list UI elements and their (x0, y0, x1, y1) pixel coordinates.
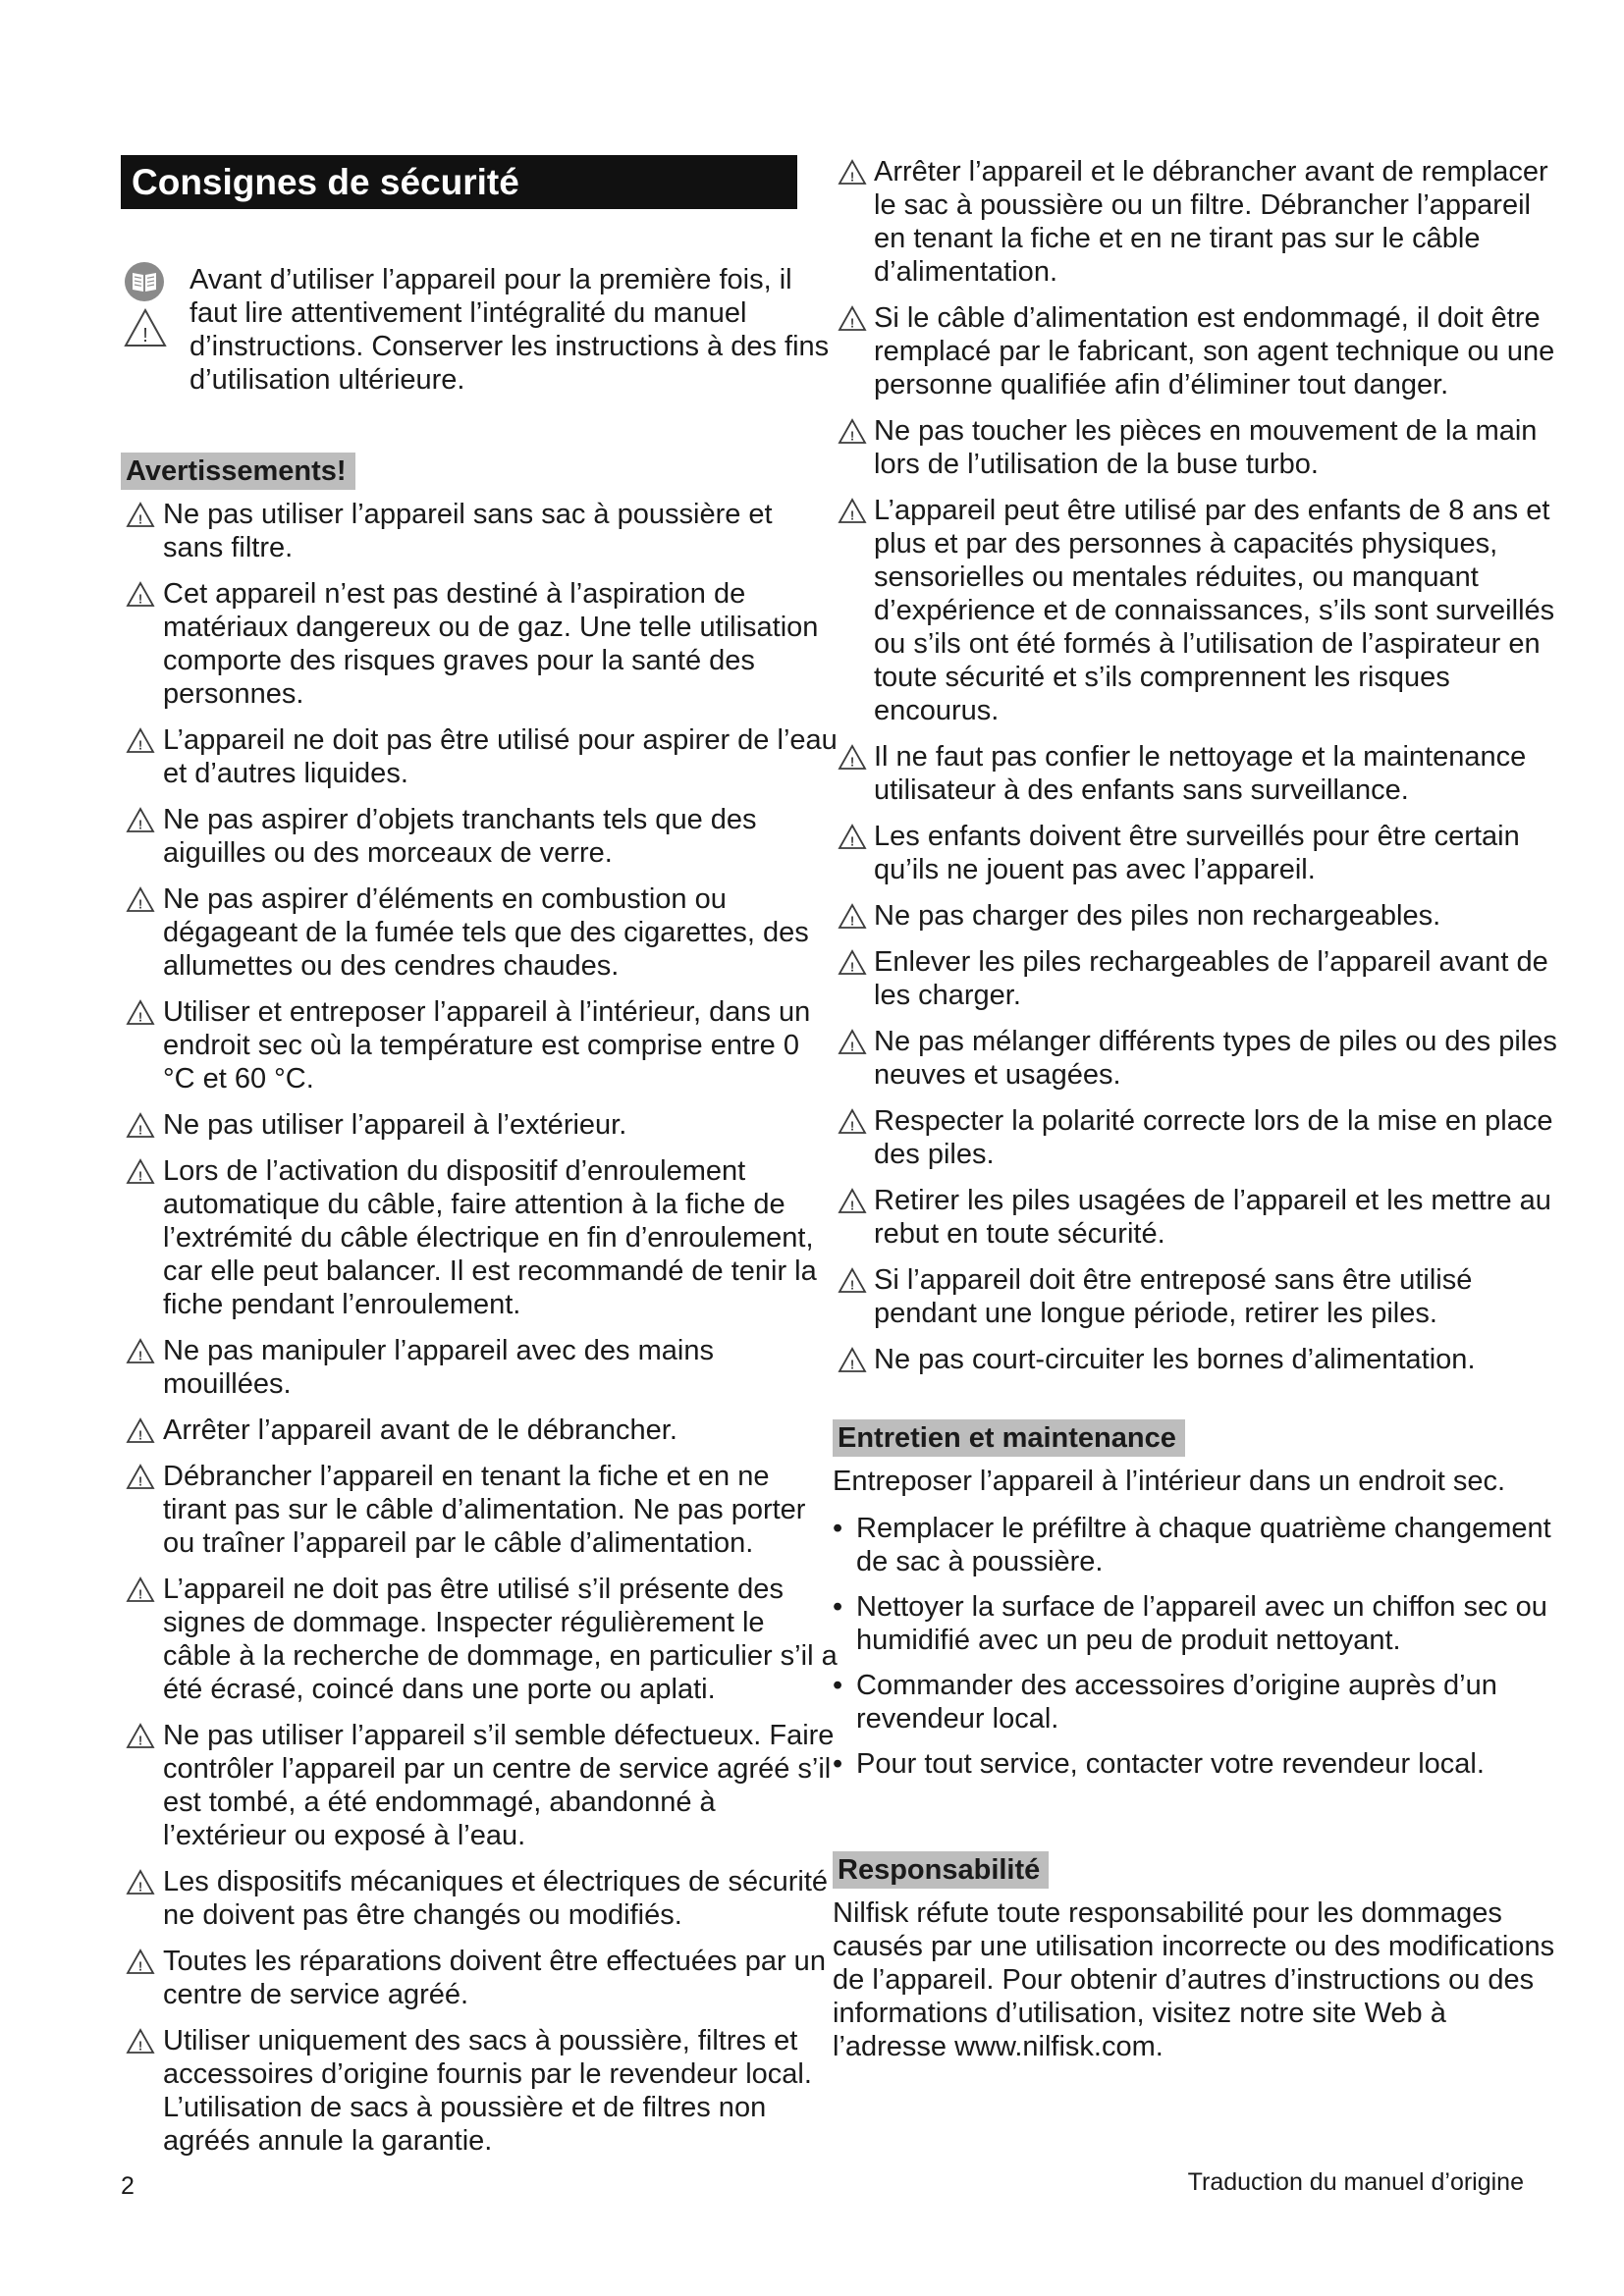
list-item (833, 1590, 1559, 1657)
warning-item (121, 803, 838, 870)
warning-text: Si le câble d’alimentation est endommagé, il doit être remplacé par le fabricant, son agent technique ou une personne qualifiée afin d’éliminer tout danger. (874, 302, 1555, 400)
warning-item (833, 1343, 1559, 1376)
svg-text:!: ! (849, 315, 855, 331)
warning-text: Ne pas mélanger différents types de piles ou des piles neuves et usagées. (874, 1026, 1557, 1091)
warning-triangle-icon (126, 807, 155, 833)
warning-text: Toutes les réparations doivent être effectuées par un centre de service agréé. (163, 1946, 826, 2010)
svg-text:!: ! (137, 1958, 143, 1974)
section-header-responsabilite: Responsabilité (833, 1851, 1049, 1889)
warning-triangle-icon (838, 1347, 867, 1373)
warning-triangle-icon (838, 1108, 867, 1135)
svg-text:!: ! (137, 1586, 143, 1602)
svg-text:!: ! (849, 754, 855, 770)
right-column (833, 155, 1559, 2077)
section-header-avertissements: Avertissements! (121, 453, 355, 490)
warning-item (121, 1108, 838, 1142)
responsabilite-text: Nilfisk réfute toute responsabilité pour les dommages causés par une utilisation incorrecte ou des modifications de l’appareil. Pour obtenir d’autres d’instructions ou des informations d’utilisation, visitez notre site Web à l’adresse www.nilfisk.com. (833, 1897, 1555, 2062)
svg-text:!: ! (849, 1357, 855, 1372)
svg-text:!: ! (849, 507, 855, 523)
list-item (833, 1747, 1559, 1781)
svg-text:!: ! (137, 1348, 143, 1363)
warning-text: Respecter la polarité correcte lors de la mise en place des piles. (874, 1105, 1553, 1170)
warning-item (121, 2024, 838, 2158)
svg-text:!: ! (137, 1879, 143, 1895)
warning-item (121, 882, 838, 983)
svg-text:!: ! (137, 1733, 143, 1748)
warning-triangle-icon (838, 744, 867, 771)
warning-item (121, 1719, 838, 1852)
bullet: • (833, 1513, 843, 1544)
warning-triangle-icon (124, 308, 167, 347)
warning-triangle-icon (126, 999, 155, 1026)
warning-text: Ne pas court-circuiter les bornes d’alimentation. (874, 1344, 1476, 1375)
svg-text:!: ! (849, 959, 855, 975)
warning-triangle-icon (126, 1949, 155, 1975)
warning-text: Ne pas aspirer d’objets tranchants tels que des aiguilles ou des morceaux de verre. (163, 804, 757, 869)
warning-triangle-icon (126, 1576, 155, 1603)
warning-triangle-icon (838, 1029, 867, 1055)
warning-text: Utiliser uniquement des sacs à poussière, filtres et accessoires d’origine fournis par le revendeur local. L’utilisation de sacs à poussière et de filtres non agréés annule la garantie. (163, 2025, 812, 2157)
warning-text: Lors de l’activation du dispositif d’enroulement automatique du câble, faire attention à la fiche de l’extrémité du câble électrique en fin d’enroulement, car elle peut balancer. Il est recommandé de tenir la fiche pendant l’enroulement. (163, 1155, 817, 1320)
warning-text: Ne pas utiliser l’appareil à l’extérieur. (163, 1109, 627, 1141)
warning-item (833, 1025, 1559, 1092)
svg-text:!: ! (137, 2038, 143, 2054)
warning-triangle-icon (838, 824, 867, 850)
warning-triangle-icon (126, 1464, 155, 1490)
warning-item (833, 301, 1559, 401)
warning-triangle-icon (126, 886, 155, 913)
warning-item (121, 1414, 838, 1447)
list-item (833, 1669, 1559, 1735)
warning-text: Il ne faut pas confier le nettoyage et la maintenance utilisateur à des enfants sans surveillance. (874, 741, 1527, 806)
footer-note: Traduction du manuel d’origine (1187, 2168, 1524, 2196)
warning-text: Utiliser et entreposer l’appareil à l’intérieur, dans un endroit sec où la température est comprise entre 0 °C et 60 °C. (163, 996, 811, 1095)
warning-item (121, 577, 838, 711)
warning-text: Les dispositifs mécaniques et électriques de sécurité ne doivent pas être changés ou modifiés. (163, 1866, 829, 1931)
warning-text: Ne pas manipuler l’appareil avec des mains mouillées. (163, 1335, 714, 1400)
section-header-entretien: Entretien et maintenance (833, 1419, 1185, 1457)
warning-item (833, 155, 1559, 289)
intro-text: Avant d’utiliser l’appareil pour la première fois, il faut lire attentivement l’intégralité du manuel d’instructions. Conserver les instructions à des fins d’utilisation ultérieure. (189, 264, 830, 396)
warning-item (833, 820, 1559, 886)
svg-text:!: ! (142, 325, 148, 347)
svg-text:!: ! (849, 833, 855, 849)
warning-item (121, 1573, 838, 1706)
warning-triangle-icon (838, 418, 867, 445)
warning-text: L’appareil peut être utilisé par des enfants de 8 ans et plus et par des personnes à capacités physiques, sensorielles ou mentales réduites, ou manquant d’expérience et de connaissances, s’ils sont surveillés ou s’ils ont été formés à l’utilisation de l’aspirateur en toute sécurité et s’ils comprennent les risques encourus. (874, 495, 1555, 726)
warning-item (121, 995, 838, 1095)
warning-text: Ne pas aspirer d’éléments en combustion ou dégageant de la fumée tels que des cigarettes, des allumettes ou des cendres chaudes. (163, 883, 809, 982)
svg-text:!: ! (137, 896, 143, 912)
warning-triangle-icon (126, 502, 155, 528)
warning-text: Si l’appareil doit être entreposé sans être utilisé pendant une longue période, retirer les piles. (874, 1264, 1473, 1329)
bullet: • (833, 1670, 843, 1701)
svg-text:!: ! (849, 1039, 855, 1054)
svg-text:!: ! (849, 1118, 855, 1134)
warning-text: Ne pas utiliser l’appareil s’il semble défectueux. Faire contrôler l’appareil par un centre de service agréé s’il est tombé, a été endommagé, abandonné à l’extérieur ou exposé à l’eau. (163, 1720, 835, 1851)
manual-book-icon (124, 261, 165, 302)
svg-text:!: ! (849, 428, 855, 444)
svg-text:!: ! (849, 1198, 855, 1213)
warning-triangle-icon (838, 949, 867, 976)
svg-text:!: ! (137, 1427, 143, 1443)
warning-text: Ne pas toucher les pièces en mouvement de la main lors de l’utilisation de la buse turbo. (874, 415, 1538, 480)
warning-triangle-icon (126, 727, 155, 754)
left-column (121, 155, 838, 2170)
warning-item (833, 1184, 1559, 1251)
svg-text:!: ! (137, 737, 143, 753)
warning-item (833, 740, 1559, 807)
svg-text:!: ! (137, 817, 143, 832)
warning-text: Arrêter l’appareil et le débrancher avant de remplacer le sac à poussière ou un filtre. Débrancher l’appareil en tenant la fiche et en ne tirant pas sur le câble d’alimentation. (874, 156, 1548, 288)
svg-text:!: ! (137, 1122, 143, 1138)
warning-triangle-icon (838, 903, 867, 930)
warning-triangle-icon (126, 581, 155, 608)
warning-text: Les enfants doivent être surveillés pour être certain qu’ils ne jouent pas avec l’appareil. (874, 821, 1520, 885)
warning-item (833, 1104, 1559, 1171)
warning-item (833, 1263, 1559, 1330)
warning-text: Arrêter l’appareil avant de le débrancher. (163, 1415, 677, 1446)
warning-text: Enlever les piles rechargeables de l’appareil avant de les charger. (874, 946, 1548, 1011)
warning-item (121, 498, 838, 564)
warning-item (121, 1945, 838, 2011)
bullet: • (833, 1748, 843, 1780)
svg-text:!: ! (849, 1277, 855, 1293)
page-title: Consignes de sécurité (121, 155, 797, 209)
warning-triangle-icon (838, 498, 867, 524)
intro-note (121, 263, 838, 397)
warning-triangle-icon (126, 1723, 155, 1749)
list-item-text: Nettoyer la surface de l’appareil avec un chiffon sec ou humidifié avec un peu de produit nettoyant. (856, 1591, 1547, 1656)
page-number: 2 (121, 2172, 135, 2200)
warning-triangle-icon (838, 159, 867, 186)
list-item-text: Commander des accessoires d’origine auprès d’un revendeur local. (856, 1670, 1497, 1735)
warning-text: L’appareil ne doit pas être utilisé s’il présente des signes de dommage. Inspecter régulièrement le câble à la recherche de dommage, en particulier s’il a été écrasé, coincé dans une porte ou aplati. (163, 1574, 838, 1705)
warning-item (833, 945, 1559, 1012)
warning-triangle-icon (126, 1112, 155, 1139)
svg-text:!: ! (137, 1473, 143, 1489)
warning-item (833, 899, 1559, 933)
warning-triangle-icon (126, 1869, 155, 1896)
warning-text: Cet appareil n’est pas destiné à l’aspiration de matériaux dangereux ou de gaz. Une telle utilisation comporte des risques graves pour la santé des personnes. (163, 578, 819, 710)
warning-item (121, 1154, 838, 1321)
svg-text:!: ! (137, 511, 143, 527)
svg-text:!: ! (137, 1168, 143, 1184)
list-item-text: Remplacer le préfiltre à chaque quatrième changement de sac à poussière. (856, 1513, 1551, 1577)
warning-text: Débrancher l’appareil en tenant la fiche et en ne tirant pas sur le câble d’alimentation. Ne pas porter ou traîner l’appareil par le câble d’alimentation. (163, 1461, 806, 1559)
warning-text: Retirer les piles usagées de l’appareil et les mettre au rebut en toute sécurité. (874, 1185, 1551, 1250)
warning-item (833, 494, 1559, 727)
bullet: • (833, 1591, 843, 1623)
warning-item (121, 1334, 838, 1401)
warning-text: L’appareil ne doit pas être utilisé pour aspirer de l’eau et d’autres liquides. (163, 724, 838, 789)
list-item (833, 1512, 1559, 1578)
warning-text: Ne pas utiliser l’appareil sans sac à poussière et sans filtre. (163, 499, 773, 563)
warning-triangle-icon (126, 2028, 155, 2055)
entretien-intro: Entreposer l’appareil à l’intérieur dans un endroit sec. (833, 1466, 1506, 1497)
svg-text:!: ! (849, 913, 855, 929)
warning-item (121, 1460, 838, 1560)
svg-text:!: ! (849, 169, 855, 185)
warning-item (121, 723, 838, 790)
list-item-text: Pour tout service, contacter votre revendeur local. (856, 1748, 1485, 1780)
svg-text:!: ! (137, 1009, 143, 1025)
warning-triangle-icon (838, 1188, 867, 1214)
warning-triangle-icon (126, 1417, 155, 1444)
warning-item (833, 414, 1559, 481)
warning-item (121, 1865, 838, 1932)
svg-text:!: ! (137, 591, 143, 607)
warning-triangle-icon (838, 1267, 867, 1294)
warning-text: Ne pas charger des piles non rechargeables. (874, 900, 1441, 932)
warning-triangle-icon (126, 1338, 155, 1364)
warning-triangle-icon (126, 1158, 155, 1185)
warning-triangle-icon (838, 305, 867, 332)
